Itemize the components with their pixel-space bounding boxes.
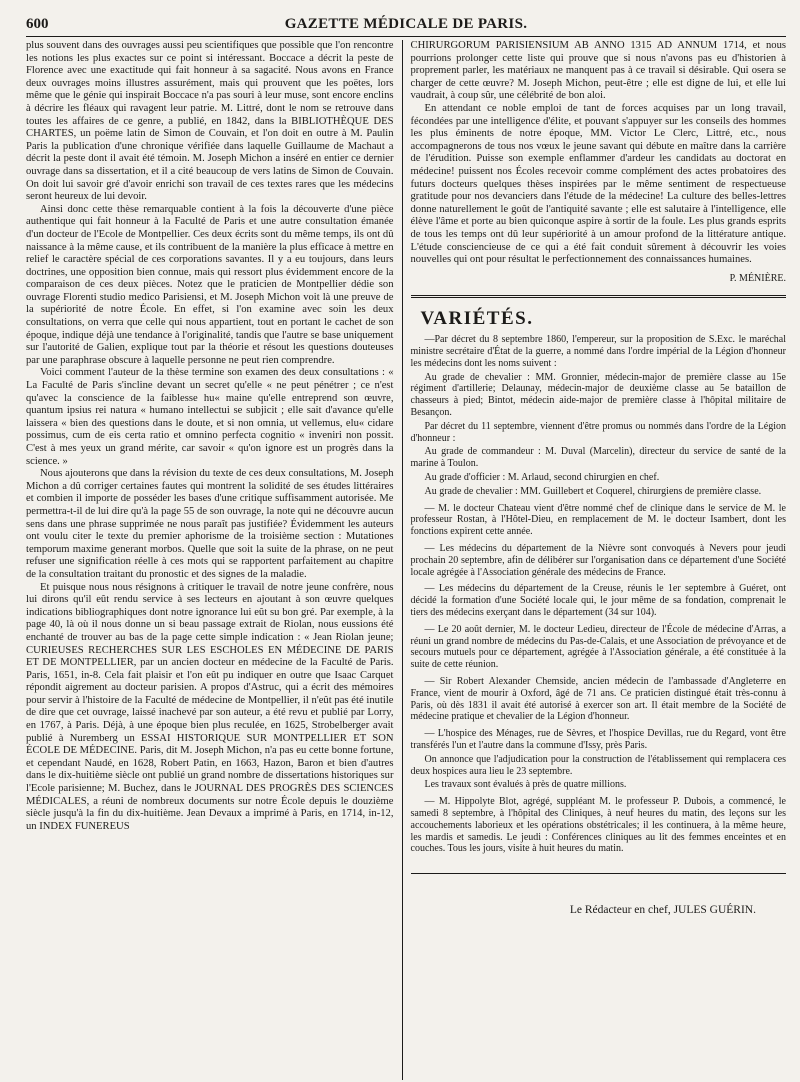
varietes-item: Par décret du 11 septembre, viennent d'être promus ou nommés dans l'ordre de la Légion d'honneur :	[410, 420, 786, 444]
left-paragraph: Et puisque nous nous résignons à critiquer le travail de notre jeune confrère, nous lui dirons qu'il eût rendu service à ses lecteurs en ajoutant à son œuvre quelques indications bibliographiques dont notre ignorance lui eût su bon gré. Par exemple, à la page 40, là où il nous donne un si beau passage extrait de Riolan, nous eussions été enchanté de trouver au bas de la page cette simple indication : « Jean Riolan jeune; CURIEUSES RECHERCHES SUR LES ESCHOLES EN MÉDECINE DE PARIS ET DE MONTPELLIER, par un ancien docteur en médecine de la Faculté de Paris. Paris, 1651, in-8. Cela fait plaisir et l'on eût pu indiquer en outre que Isaac Carquet répondit aigrement au docteur parisien. A propos d'Astruc, qui a écrit des mémoires pour servir à l'histoire de la Faculté de médecine de Montpellier, il n'eût pas été inutile de dire que cet ouvrage, laissé inachevé par son auteur, a été revu et publié par Lorry, en 1767, à Paris. Déjà, à une époque bien plus reculée, en 1625, Strobelberger avait publié à Nuremberg un ESSAI HISTORIQUE SUR MONTPELLIER ET SON ÉCOLE DE MÉDECINE. Paris, dit M. Joseph Michon, n'a pas eu cette bonne fortune, et cependant Naudé, en 1628, Robert Patin, en 1663, Hazon, Baron et bien d'autres dans le dix-huitième siècle ont publié un grand nombre de dissertations historiques sur l'Ecole parisienne; M. Buchez, dans le JOURNAL DES PROGRÈS DES SCIENCES MÉDICALES, a réuni de nombreux documents sur notre École depuis le douzième siècle jusqu'à la fin du dix-huitième. Jean Devaux a imprimé à Paris, en 1714, in-12, un INDEX FUNEREUS	[26, 581, 394, 832]
editor-signature: Le Rédacteur en chef, JULES GUÉRIN.	[569, 904, 756, 917]
varietes-item: — Sir Robert Alexander Chemside, ancien médecin de l'ambassade d'Angleterre en France, vient de mourir à Oxford, âgé de 71 ans. Ce praticien distingué était très-connu à Paris, où dès 1831 il avait été autorisé à exercer son art. Il était membre de la Société de médecine pratique et chevalier de la Légion d'honneur.	[410, 676, 786, 723]
varietes-item: — Les médecins du département de la Nièvre sont convoqués à Nevers pour jeudi prochain 20 septembre, afin de délibérer sur l'organisation dans ce département d'une Société locale agrégée à l'Association générale des médecins de France.	[410, 543, 786, 578]
varietes-item: — Les médecins du département de la Creuse, réunis le 1er septembre à Guéret, ont décidé la formation d'une Société locale qui, le jour même de sa fondation, comprenait le tiers des médecins exerçant dans le département (34 sur 104).	[410, 583, 786, 619]
journal-title: GAZETTE MÉDICALE DE PARIS.	[284, 16, 528, 32]
right-column	[403, 40, 787, 1080]
article-signature: P. MÉNIÈRE.	[729, 272, 786, 284]
varietes-item: Au grade de chevalier : MM. Gronnier, médecin-major de première classe au 15e régiment d'artillerie; Delaunay, médecin-major de deuxième classe au 5e bataillon de chasseurs à pied; Bintot, médecin aide-major de première classe à l'hôpital militaire de Besançon.	[410, 371, 786, 419]
varietes-item: — M. le docteur Chateau vient d'être nommé chef de clinique dans le service de M. le professeur Rostan, à l'Hôtel-Dieu, en remplacement de M. le docteur Isambert, dont les fonctions expirent cette année.	[410, 502, 786, 538]
varietes-item: — L'hospice des Ménages, rue de Sèvres, et l'hospice Devillas, rue du Regard, vont être transférés l'un et l'autre dans la commune d'Issy, près Paris.	[410, 728, 786, 751]
right-paragraph: CHIRURGORUM PARISIENSIUM AB ANNO 1315 AD ANNUM 1714, et nous pourrions prolonger cette liste qui prouve que si nous n'avons pas eu d'historien à proprement parler, les matériaux ne manquent pas à ce travail si désirable. Qui osera se charger de cette œuvre? M. Joseph Michon, peut-être ; elle est digne de lui, et elle lui vaudrait, à coup sûr, une célébrité de bon aloi.	[410, 40, 786, 102]
left-paragraph: Ainsi donc cette thèse remarquable contient à la fois la découverte d'une pièce authentique qui fait honneur à la Faculté de Paris et une autre consultation émanée d'un docteur de l'Ecole de Montpellier. Ces deux écrits sont du même temps, ils ont dû naissance à la même cause, et ils contribuent de la manière la plus efficace à mettre en relief le caractère spécial de ces corporations savantes. Il y a eu toujours, dans leurs doctrines, une opposition bien connue, mais qui ressort plus évidemment encore de la comparaison de ces deux pièces. Notez que le praticien de Montpellier dédie son ouvrage Florenti studio medico Parisiensi, et M. Joseph Michon voit là une preuve de la supériorité de notre École. En effet, si l'on examine avec soin les deux consultations, on verra que celle qui nous appartient, tout en portant le cachet de son époque, indique déjà une tendance à l'originalité, tandis que l'autre se base uniquement sur l'autorité de Galien, explique tout par la théorie et résout les questions douteuses par une paraphrase obscure à laquelle personne ne peut rien comprendre.	[26, 203, 394, 366]
varietes-item: —Par décret du 8 septembre 1860, l'empereur, sur la proposition de S.Exc. le maréchal ministre secrétaire d'État de la guerre, a nommé dans l'ordre impérial de la Légion d'honneur les médecins dont les noms suivent :	[410, 334, 786, 369]
page-number: 600	[26, 16, 49, 32]
varietes-item: Au grade d'officier : M. Arlaud, second chirurgien en chef.	[424, 472, 660, 484]
left-paragraph: Nous ajouterons que dans la révision du texte de ces deux consultations, M. Joseph Michon a dû corriger certaines fautes qui montrent la solidité de ses études littéraires et combien il importe de posséder les bases d'une critique suffisamment autorisée. Me permettra-t-il de lui dire qu'à la page 55 de son ouvrage, la note qui ne découvre aucun sens dans une phrase supprimée ne nous paraît pas justifiée? Évidemment les auteurs ont voulu citer le texte du premier aphorisme de la troisième section : Mutationes temporum maxime generant morbos. Quelle que soit la suite de la phrase, on ne peut refuser une signification réelle à ces mots qui se rapportent parfaitement au chapitre de la consultation traitant du pronostic et des signes de la maladie.	[26, 468, 394, 580]
page-header	[26, 10, 786, 37]
varietes-title: VARIÉTÉS.	[420, 308, 534, 330]
bottom-rule	[411, 873, 787, 874]
varietes-item: Les travaux sont évalués à près de quatre millions.	[424, 779, 627, 791]
varietes-item: On annonce que l'adjudication pour la construction de l'établissement qui remplacera ces deux hospices aura lieu le 23 septembre.	[410, 753, 786, 777]
left-column	[26, 40, 402, 1080]
left-paragraph: Voici comment l'auteur de la thèse termine son examen des deux consultations : « La Faculté de Paris s'incline devant un secret qu'elle « ne peut pénétrer ; ce n'est qu'avec la conscience de la faiblesse hu« maine qu'elle entreprend son œuvre, quantum ipsius rei natura « humano intellectui se subjicit ; elle sait d'avance qu'elle laissera « bien des questions dans le doute, et si non omnia, ut vellemus, elu« cidare possimus, cum de eis certa ratio et omnino perfecta cognitio « inveniri non possit. C'est à mes yeux un grand mérite, car savoir « qu'on ignore est un progrès dans la science. »	[26, 367, 394, 467]
left-paragraph: plus souvent dans des ouvrages aussi peu scientifiques que possible que l'on rencontre les notions les plus exactes sur ce point si intéressant. Boccace a décrit la peste de Florence avec une exactitude qui fait honneur à sa sagacité. Nous avons en France deux ouvrages moins illustres assurément, mais qui prouvent que les poëtes, lors même que le génie qui inspirait Boccace n'a pas souri à leur muse, sont encore enclins à décrire les fléaux qui ravagent leur patrie. M. Littré, dont le nom se retrouve dans toutes les affaires de ce genre, a publié, en 1842, dans la BIBLIOTHÈQUE DES CHARTES, un poëme latin de Simon de Couvain, et l'on doit en outre à M. Paulin Paris la publication d'une chronique vérifiée dans laquelle Guillaume de Machaut a décrit la peste dont il avait été témoin. M. Joseph Michon a inséré en entier ce dernier ouvrage dans sa dissertation, et il a cité beaucoup de vers latins de Simon de Couvain. On doit lui savoir gré d'avoir enrichi son travail de ces textes rares que les médecins seront heureux de lui devoir.	[26, 40, 394, 203]
right-paragraph: En attendant ce noble emploi de tant de forces acquises par un long travail, fécondées par une intelligence d'élite, et pouvant s'appuyer sur les conseils des hommes les plus éminents de notre époque, MM. Victor Le Clerc, Littré, etc., nous accompagnerons de tous nos vœux le jeune savant qui débute en maître dans la carrière de l'érudition. Puisse son exemple enflammer d'ardeur les candidats au doctorat en médecine! puissent nos Écoles recevoir comme complément des actes probatoires des futurs docteurs quelques thèses inspirées par le même sentiment de respectueuse gratitude pour nos devanciers dans l'étude de la médecine! La culture des belles-lettres donne naturellement le goût de l'antiquité savante ; elle est salutaire à l'intelligence, elle élève l'âme et porte au bien quiconque aspire à sortir de la foule. Les plus grands esprits de tous les temps ont dû leur supériorité à un amour profond de la littérature antique. L'étude consciencieuse de ce qui a été fait conduit sûrement à découvrir les voies nouvelles qui ont pour résultat le perfectionnement des connaissances humaines.	[410, 102, 786, 266]
columns	[26, 40, 786, 1080]
varietes-section	[411, 334, 787, 855]
varietes-item: Au grade de commandeur : M. Duval (Marcelin), directeur du service de santé de la marine à Toulon.	[410, 446, 786, 470]
varietes-item: — M. Hippolyte Blot, agrégé, suppléant M. le professeur P. Dubois, a commencé, le samedi 8 septembre, à l'hôpital des Cliniques, à neuf heures du matin, des leçons sur les accouchements laborieux et les opérations obstétricales; il les continuera, à la même heure, les mardis et samedis. Le jeudi : Conférences cliniques au lit des femmes enceintes et en couches. Tous les jours, visite à huit heures du matin.	[410, 796, 786, 855]
varietes-item: — Le 20 août dernier, M. le docteur Ledieu, directeur de l'École de médecine d'Arras, a réuni un grand nombre de médecins du Pas-de-Calais, et une Association de prévoyance et de secours mutuels pour ce département, agrégée à l'Association générale, a été constituée à la suite de cette réunion.	[410, 623, 786, 671]
varietes-item: Au grade de chevalier : MM. Guillebert et Coquerel, chirurgiens de première classe.	[424, 485, 762, 497]
section-separator	[411, 295, 787, 298]
